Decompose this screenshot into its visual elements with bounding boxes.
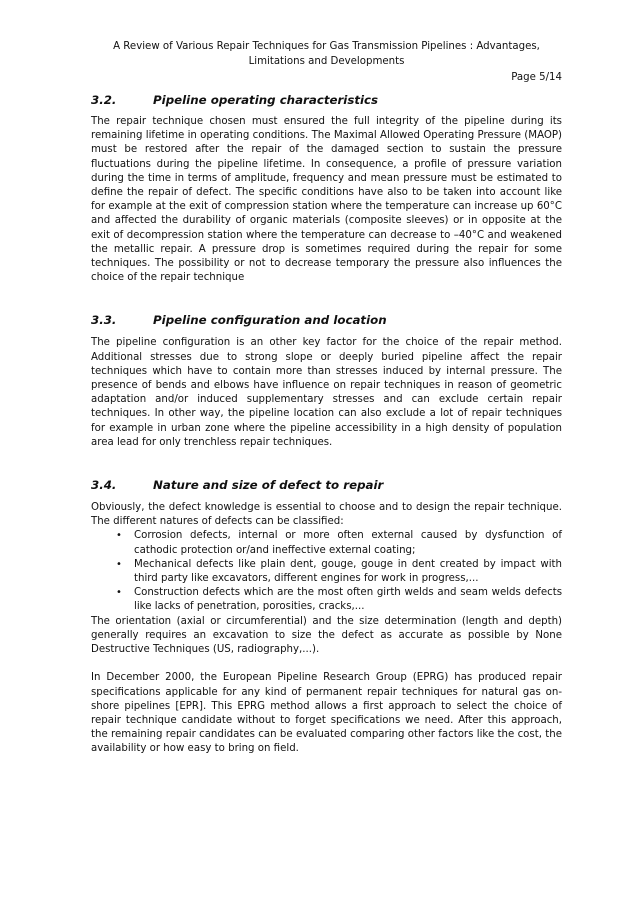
section-title: Pipeline operating characteristics bbox=[153, 93, 379, 107]
section-number: 3.2. bbox=[91, 93, 117, 107]
defect-types-list bbox=[91, 529, 562, 614]
page-number: Page 5/14 bbox=[511, 72, 562, 83]
section-heading-3-2 bbox=[91, 92, 562, 108]
list-item bbox=[116, 558, 562, 586]
list-item bbox=[116, 586, 562, 614]
section-number: 3.4. bbox=[91, 478, 117, 493]
section-heading-3-4 bbox=[91, 477, 562, 493]
section-number: 3.3. bbox=[91, 313, 117, 328]
section-body-paragraph: The repair technique chosen must ensured the full integrity of the pipeline during its remaining lifetime in operating conditions. The Maximal Allowed Operating Pressure (MAOP) must be restored after the repair of the damaged section to sustain the pressure fluctuations during the pipeline lifetime. In consequence, a profile of pressure variation during the time in terms of amplitude, frequency and mean pressure must be estimated to define the repair of defect. The specific conditions have also to be taken into account like for example at the exit of compression station where the temperature can increase up 60°C and affected the durability of organic materials (composite sleeves) or in opposite at the exit of decompression station where the temperature can decrease to –40°C and weakened the metallic repair. A pressure drop is sometimes required during the repair for some techniques. The possibility or not to decrease temporary the pressure also influences the choice of the repair technique bbox=[91, 116, 562, 284]
section-intro-paragraph: Obviously, the defect knowledge is essential to choose and to design the repair technique. The different natures of defects can be classified: bbox=[91, 502, 562, 528]
section-body-paragraph: The orientation (axial or circumferential) and the size determination (length and depth) generally requires an excavation to size the defect as accurate as possible by None Destructive Techniques (US, radiography,...). bbox=[91, 615, 562, 656]
list-item-text: Mechanical defects like plain dent, gouge, gouge in dent created by impact with third party like excavators, different engines for work in progress,... bbox=[134, 558, 562, 585]
section-body-paragraph: The pipeline configuration is an other key factor for the choice of the repair method. Additional stresses due to strong slope or deeply buried pipeline affect the repair techniques which have to contain more than stresses induced by internal pressure. The presence of bends and elbows have influence on repair techniques in reason of geometric adaptation and/or induced supplementary stresses and can exclude certain repair techniques. In other way, the pipeline location can also exclude a lot of repair techniques for example in urban zone where the pipeline accessibility in a high density of population area lead for only trenchless repair techniques. bbox=[91, 337, 562, 448]
section-title: Nature and size of defect to repair bbox=[153, 478, 384, 493]
list-item-text: Corrosion defects, internal or more often external caused by dysfunction of cathodic protection or/and ineffective external coating; bbox=[134, 530, 562, 556]
list-item bbox=[116, 529, 562, 557]
section-closing-paragraph: In December 2000, the European Pipeline Research Group (EPRG) has produced repair specifications applicable for any kind of permanent repair techniques for natural gas on-shore pipelines [EPR]. This EPRG method allows a first approach to select the choice of repair technique candidate without to forget specifications we need. After this approach, the remaining repair candidates can be evaluated comparing other factors like the cost, the availability or how easy to bring on field. bbox=[91, 672, 562, 755]
section-title: Pipeline configuration and location bbox=[153, 313, 387, 328]
bullet-icon: • bbox=[116, 558, 122, 570]
running-header: A Review of Various Repair Techniques for Gas Transmission Pipelines : Advantages, Limitations and Developments bbox=[113, 41, 540, 67]
bullet-icon: • bbox=[116, 530, 122, 542]
list-item-text: Construction defects which are the most often girth welds and seam welds defects like lacks of penetration, porosities, cracks,... bbox=[134, 587, 562, 613]
section-heading-3-3 bbox=[91, 312, 562, 328]
bullet-icon: • bbox=[116, 587, 122, 599]
